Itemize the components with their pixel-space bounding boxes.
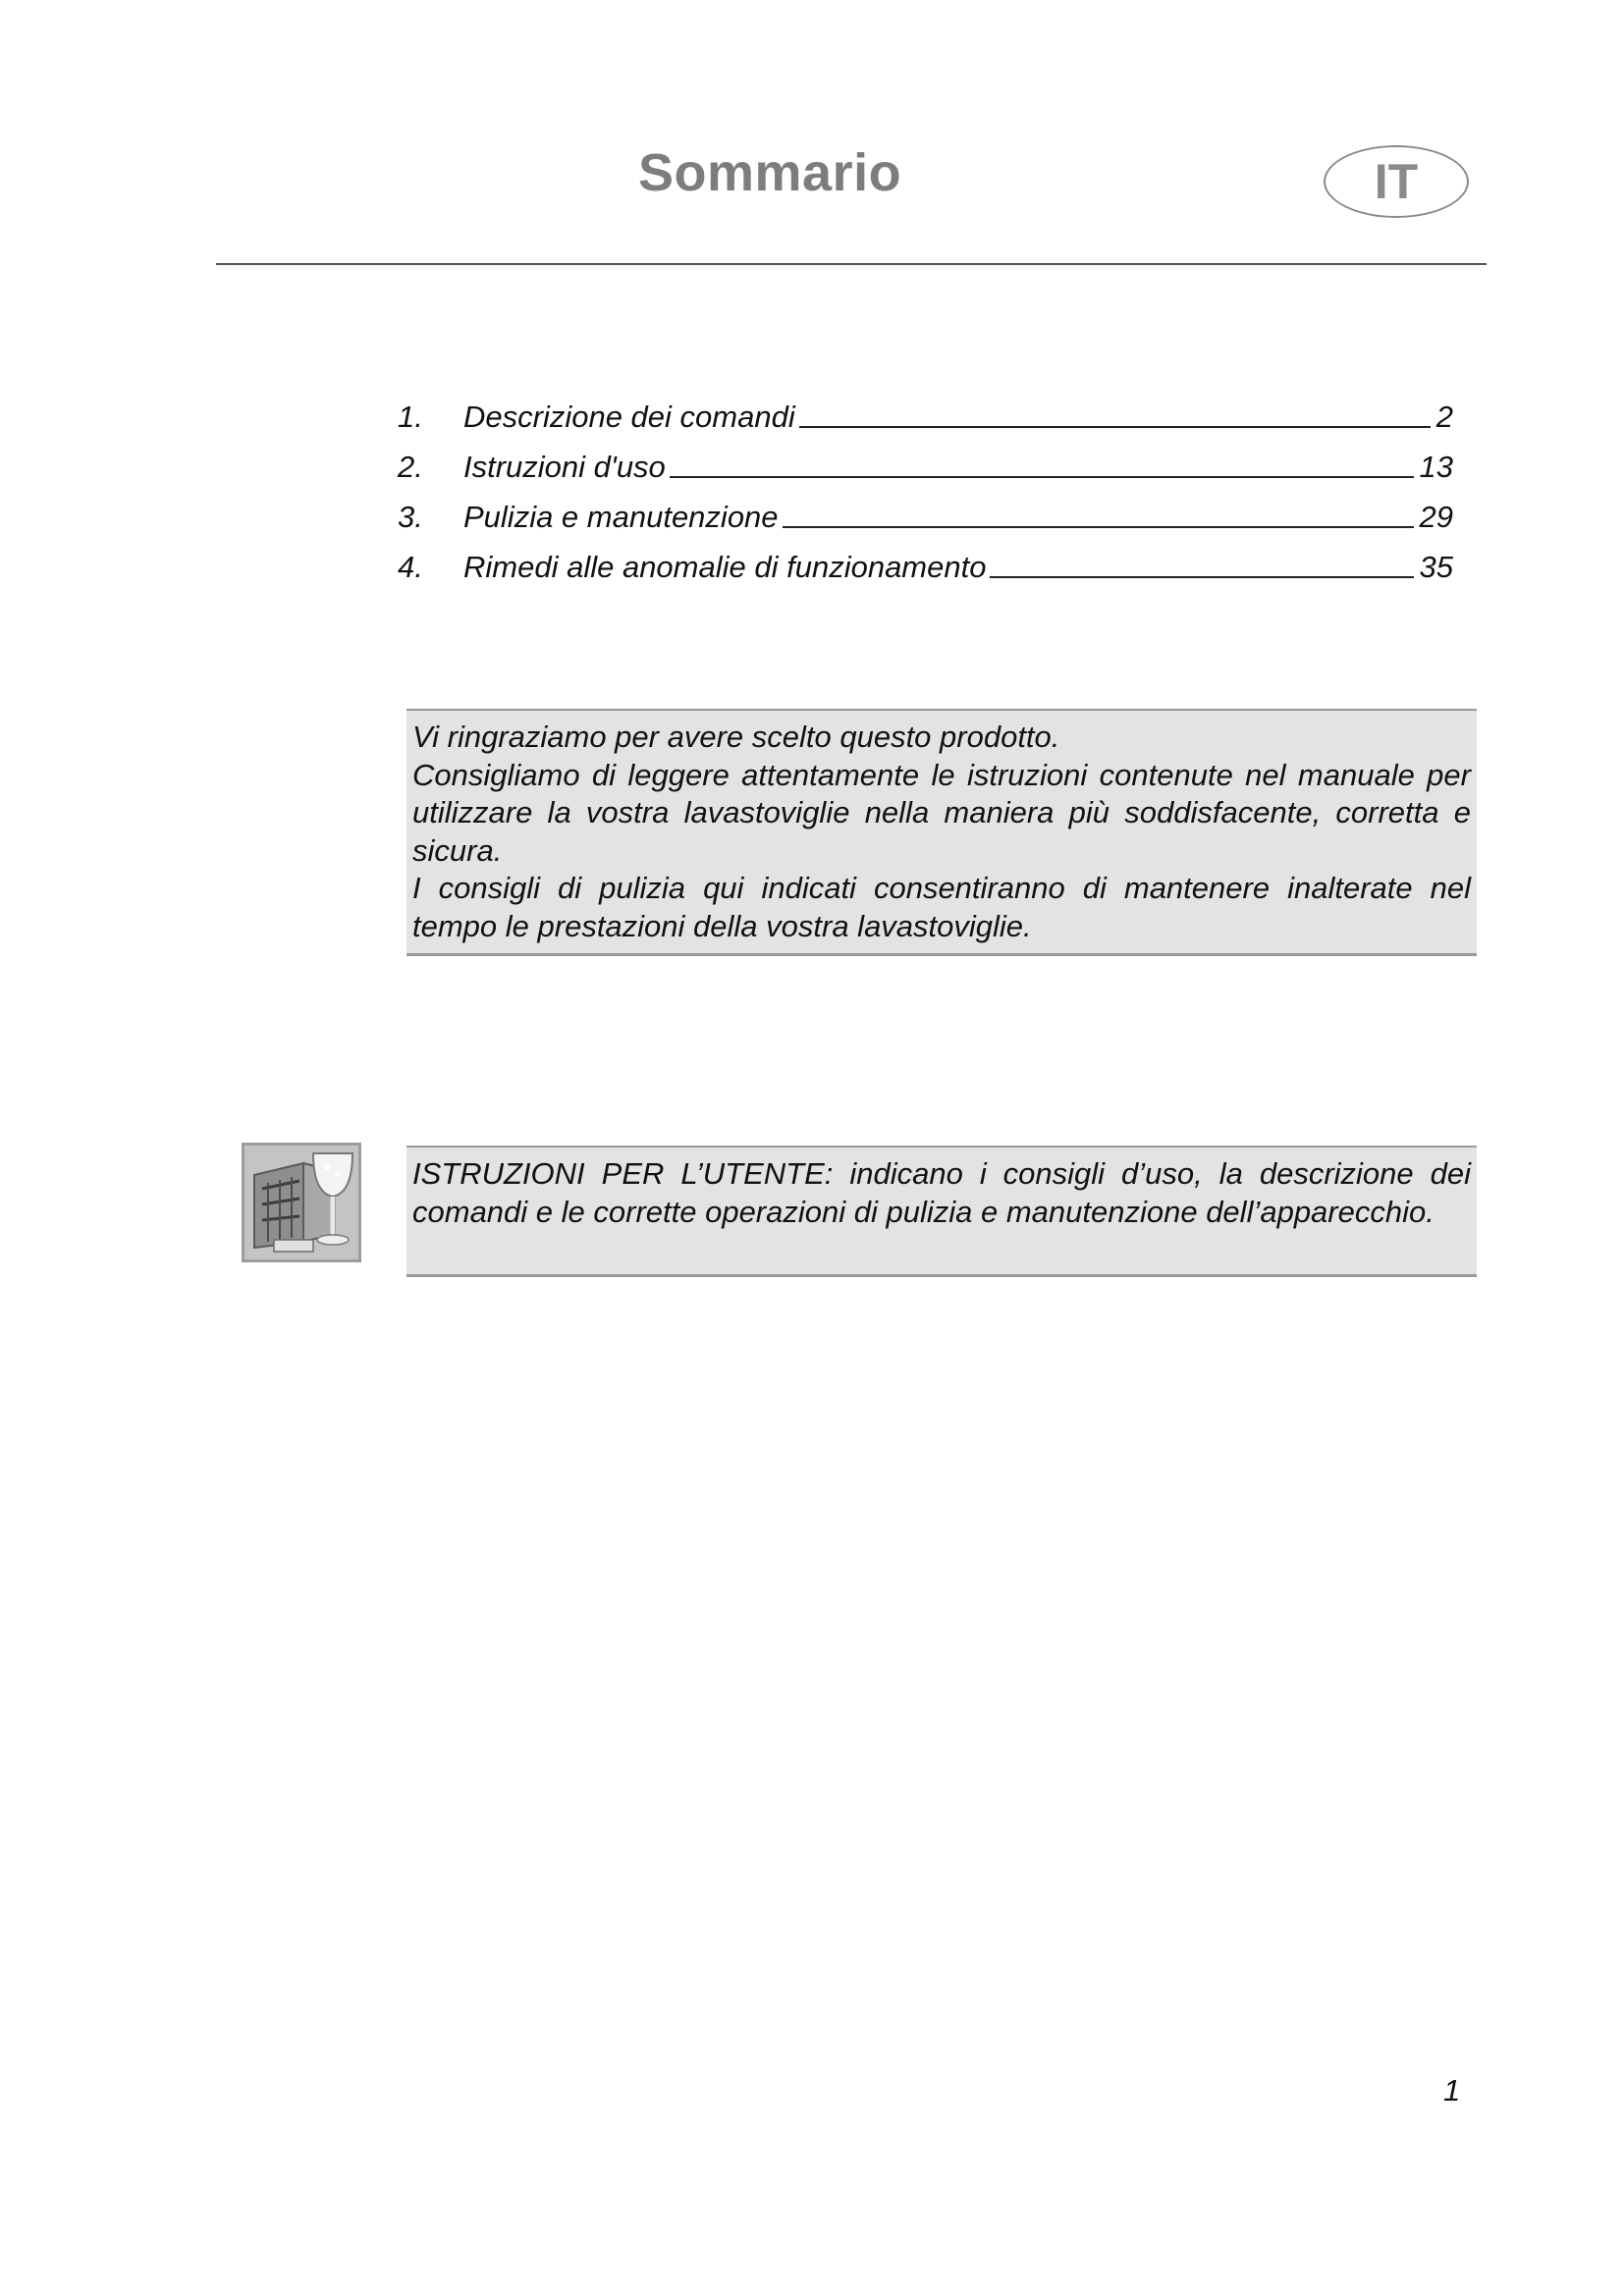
toc-entry-label: Rimedi alle anomalie di funzionamento	[463, 550, 987, 584]
toc-entry-number: 4.	[398, 550, 423, 584]
page-number: 1	[1443, 2073, 1461, 2108]
toc-entry-page: 29	[1419, 500, 1453, 534]
toc-entry-page: 2	[1435, 400, 1453, 434]
toc-leader-line	[799, 426, 1431, 428]
dishwasher-glass-icon-graphic	[244, 1146, 358, 1259]
intro-note-box	[406, 709, 1477, 956]
toc-entry-page: 35	[1419, 550, 1453, 584]
toc-entry-label: Istruzioni d'uso	[463, 450, 666, 484]
toc-entry-page: 13	[1419, 450, 1453, 484]
toc-entry-label: Pulizia e manutenzione	[463, 500, 779, 534]
toc-entry[interactable]	[398, 485, 1453, 535]
intro-cleaning-text: I consigli di pulizia qui indicati consentiranno di mantenere inalterate nel tempo le prestazioni della vostra lavastoviglie.	[412, 871, 1471, 943]
user-instructions-text: ISTRUZIONI PER L’UTENTE: indicano i consigli d’uso, la descrizione dei comandi e le corrette operazioni di pulizia e manutenzione dell’apparecchio.	[412, 1156, 1471, 1229]
user-instructions-box	[406, 1146, 1477, 1277]
toc-leader-line	[670, 476, 1414, 478]
language-badge: IT	[1324, 145, 1469, 218]
toc-entry[interactable]	[398, 435, 1453, 485]
dishwasher-glass-icon	[242, 1143, 361, 1262]
toc-leader-line	[990, 576, 1413, 578]
toc-entry-number: 1.	[398, 400, 423, 434]
toc-entry-number: 2.	[398, 450, 423, 484]
toc-entry-label: Descrizione dei comandi	[463, 400, 795, 434]
header-divider	[216, 263, 1487, 265]
toc-leader-line	[783, 526, 1414, 528]
toc-entry[interactable]	[398, 385, 1453, 435]
intro-advice-text: Consigliamo di leggere attentamente le istruzioni contenute nel manuale per utilizzare la vostra lavastoviglie nella maniera più soddisfacente, corretta e sicura.	[412, 757, 1471, 868]
toc-entry-number: 3.	[398, 500, 423, 534]
page-title: Sommario	[638, 143, 902, 202]
intro-thanks-text: Vi ringraziamo per avere scelto questo prodotto.	[412, 720, 1060, 754]
toc-entry[interactable]	[398, 535, 1453, 585]
table-of-contents	[398, 385, 1453, 585]
